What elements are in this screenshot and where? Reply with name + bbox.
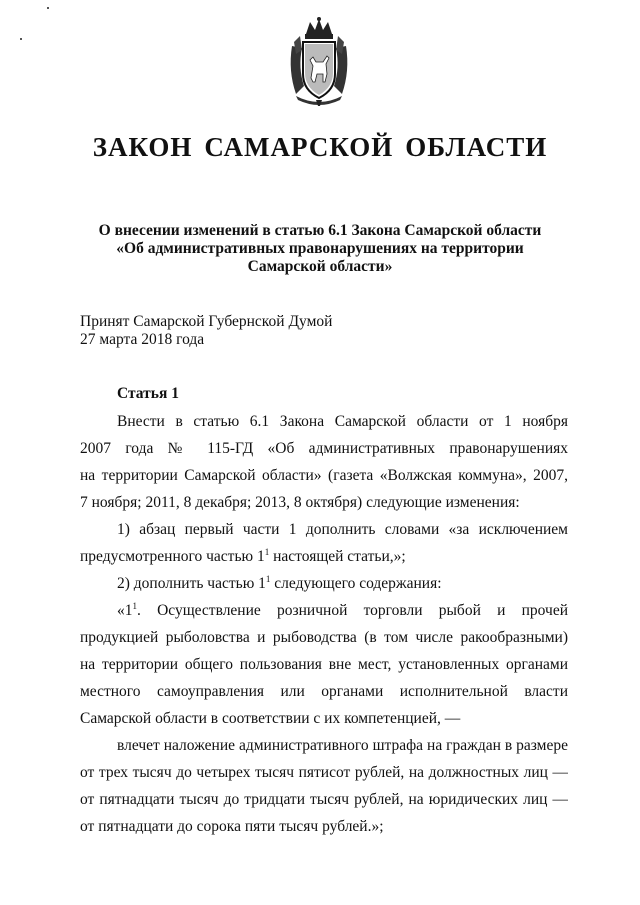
text-line: 2007 года № 115-ГД «Об административных правонарушениях	[80, 440, 568, 457]
superscript: 1	[264, 547, 270, 557]
text-fragment: настоящей статьи,»;	[269, 548, 406, 565]
text-line: на территории общего пользования вне мест, установленных органами	[80, 656, 568, 673]
text-line: продукцией рыболовства и рыбоводства (в том числе ракообразными)	[80, 629, 568, 646]
text-line: Самарской области в соответствии с их компетенцией, —	[80, 710, 461, 727]
text-fragment: предусмотренного частью 1	[80, 548, 265, 565]
text-line: 1) абзац первый части 1 дополнить словами «за исключением	[117, 521, 568, 538]
scan-mark	[47, 7, 49, 9]
title-word: САМАРСКОЙ	[204, 132, 394, 162]
superscript: 1	[265, 574, 271, 584]
text-line: влечет наложение административного штрафа на граждан в размере	[117, 737, 568, 754]
text-line: на территории Самарской области» (газета «Волжская коммуна», 2007,	[80, 467, 568, 484]
article-body	[80, 408, 568, 840]
text-line	[80, 597, 568, 624]
article-heading: Статья 1	[117, 385, 179, 402]
law-subject	[60, 222, 580, 276]
text-line: от пятнадцати до сорока пяти тысяч рублей.»;	[80, 818, 384, 835]
title-word: ОБЛАСТИ	[405, 132, 548, 162]
text-fragment: «1	[117, 602, 133, 619]
text-fragment: следующего содержания:	[270, 575, 442, 592]
subject-line: «Об административных правонарушениях на территории	[116, 240, 524, 257]
adoption-info	[80, 313, 332, 349]
text-fragment: . Осуществление розничной торговли рыбой и прочей	[137, 602, 568, 619]
title-word: ЗАКОН	[92, 132, 193, 162]
adoption-body: Принят Самарской Губернской Думой	[80, 313, 333, 330]
scan-mark	[20, 38, 22, 40]
adoption-date: 27 марта 2018 года	[80, 331, 205, 348]
text-line: 7 ноября; 2011, 8 декабря; 2013, 8 октября) следующие изменения:	[80, 494, 520, 511]
text-line	[80, 570, 568, 597]
text-line: от трех тысяч до четырех тысяч пятисот рублей, на должностных лиц —	[80, 764, 568, 781]
text-line: местного самоуправления или органами исполнительной власти	[80, 683, 568, 700]
samara-coat-of-arms-icon	[286, 16, 352, 108]
text-line	[80, 543, 568, 570]
text-line: Внести в статью 6.1 Закона Самарской области от 1 ноября	[117, 413, 568, 430]
superscript: 1	[132, 601, 137, 611]
text-fragment: 2) дополнить частью 1	[117, 575, 266, 592]
subject-line: Самарской области»	[247, 258, 393, 275]
subject-line: О внесении изменений в статью 6.1 Закона Самарской области	[98, 222, 542, 239]
law-title	[0, 132, 640, 163]
text-line: от пятнадцати тысяч до тридцати тысяч рублей, на юридических лиц —	[80, 791, 568, 808]
